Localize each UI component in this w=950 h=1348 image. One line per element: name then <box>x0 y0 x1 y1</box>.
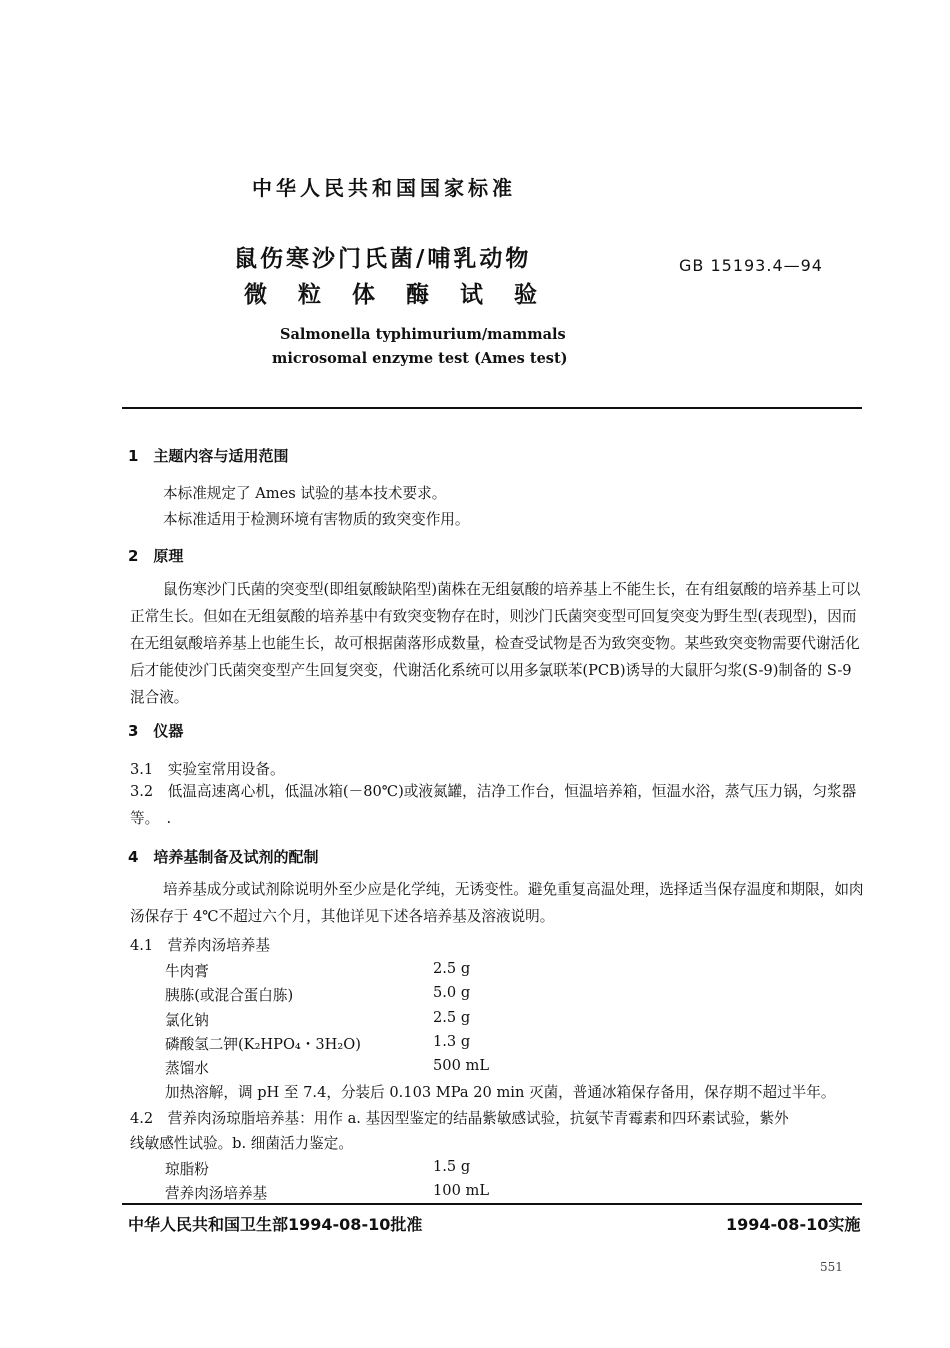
section-3-heading: 3 仪器 <box>128 722 184 740</box>
footer-divider <box>122 1203 862 1205</box>
english-title-line-2: microsomal enzyme test (Ames test) <box>272 350 568 367</box>
subsection-4-2-heading-line-1: 4.2 营养肉汤琼脂培养基：用作 a. 基因型鉴定的结晶紫敏感试验，抗氨苄青霉素和四环素试验，紫外 <box>130 1110 789 1127</box>
section-2-paragraph: 鼠伤寒沙门氏菌的突变型(即组氨酸缺陷型)菌株在无组氨酸的培养基上不能生长，在有组氨酸的培养基上可以正常生长。但如在无组氨酸的培养基中有致突变物存在时，则沙门氏菌突变型可回复突变为野生型(表现型)，因而在无组氨酸培养基上也能生长，故可根据菌落形成数量，检查受试物是否为致突变物。某些致突变物需要代谢活化后才能使沙门氏菌突变型产生回复突变，代谢活化系统可以用多氯联苯(PCB)诱导的大鼠肝匀浆(S-9)制备的 S-9 混合液。 <box>130 581 861 706</box>
header-divider <box>122 407 862 409</box>
subsection-4-1-note: 加热溶解，调 pH 至 7.4，分装后 0.103 MPa 20 min 灭菌，普通冰箱保存备用，保存期不超过半年。 <box>165 1084 836 1101</box>
ingredient-name: 氯化钠 <box>165 1012 209 1029</box>
ingredient-name: 营养肉汤培养基 <box>165 1185 268 1202</box>
document-title-line-1: 鼠伤寒沙门氏菌/哺乳动物 <box>234 246 532 272</box>
ingredient-amount: 1.3 g <box>433 1033 471 1050</box>
english-title-line-1: Salmonella typhimurium/mammals <box>280 326 566 343</box>
ingredient-name: 蒸馏水 <box>165 1060 209 1077</box>
ingredient-name: 琼脂粉 <box>165 1161 209 1178</box>
section-2-heading: 2 原理 <box>128 547 184 565</box>
section-1-line-2: 本标准适用于检测环境有害物质的致突变作用。 <box>163 511 470 528</box>
ingredient-name: 磷酸氢二钾(K₂HPO₄・3H₂O) <box>165 1036 361 1053</box>
ingredient-amount: 2.5 g <box>433 1009 471 1026</box>
ingredient-name: 牛肉膏 <box>165 963 209 980</box>
ingredient-amount: 100 mL <box>433 1182 490 1199</box>
effective-date-text: 1994-08-10实施 <box>726 1215 861 1234</box>
ingredient-amount: 2.5 g <box>433 960 471 977</box>
approval-text: 中华人民共和国卫生部1994-08-10批准 <box>128 1215 423 1234</box>
document-title-line-2: 微粒体酶试验 <box>244 282 568 308</box>
ingredient-amount: 1.5 g <box>433 1158 471 1175</box>
ingredient-name: 胰胨(或混合蛋白胨) <box>165 987 294 1004</box>
section-1-heading: 1 主题内容与适用范围 <box>128 447 289 465</box>
section-1-line-1: 本标准规定了 Ames 试验的基本技术要求。 <box>163 485 447 502</box>
subsection-4-1-heading: 4.1 营养肉汤培养基 <box>130 937 270 954</box>
ingredient-amount: 500 mL <box>433 1057 490 1074</box>
ingredient-amount: 5.0 g <box>433 984 471 1001</box>
standard-number: GB 15193.4—94 <box>679 256 823 275</box>
section-4-heading: 4 培养基制备及试剂的配制 <box>128 848 319 866</box>
section-4-intro: 培养基成分或试剂除说明外至少应是化学纯，无诱变性。避免重复高温处理，选择适当保存温度和期限，如肉汤保存于 4℃不超过六个月，其他详见下述各培养基及溶液说明。 <box>130 881 864 925</box>
page-number: 551 <box>820 1260 843 1274</box>
subsection-4-2-heading-line-2: 线敏感性试验。b. 细菌活力鉴定。 <box>130 1135 353 1152</box>
section-3-item-2: 3.2 低温高速离心机，低温冰箱(－80℃)或液氮罐，洁净工作台，恒温培养箱，恒温水浴，蒸气压力锅，匀浆器等。 . <box>130 783 857 827</box>
section-3-item-1: 3.1 实验室常用设备。 <box>130 761 285 778</box>
standard-category-title: 中华人民共和国国家标准 <box>252 176 516 200</box>
